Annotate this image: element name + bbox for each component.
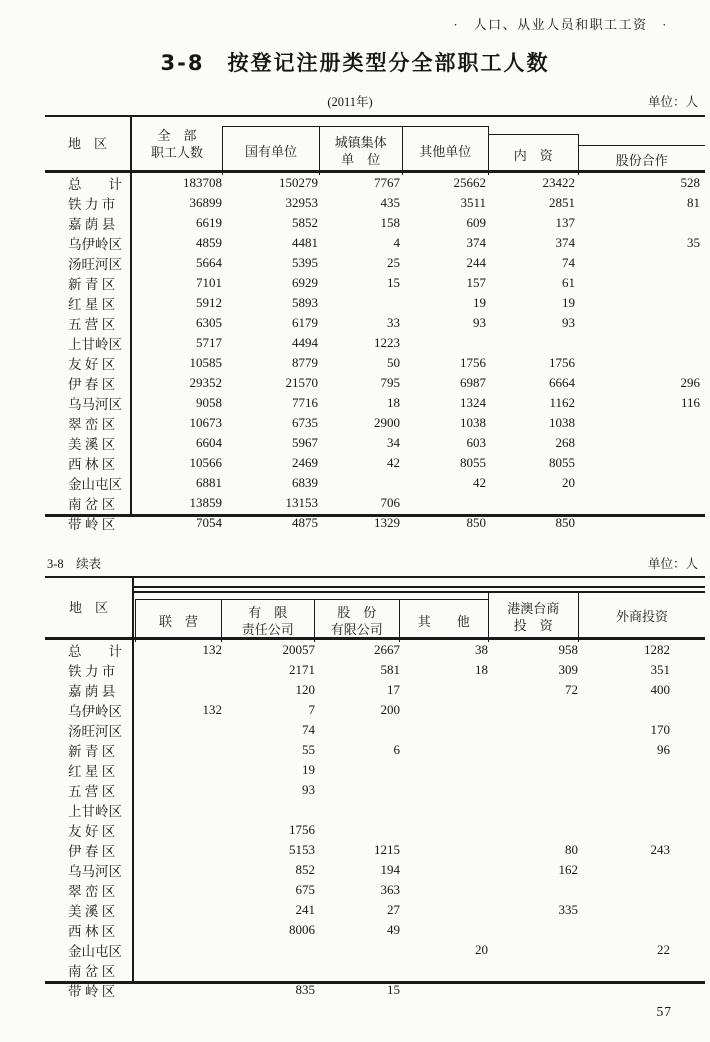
value-cell-urban-collective: 18	[387, 395, 400, 410]
region-cell: 美 溪 区	[68, 904, 116, 919]
value-cell-domestic-funded: 137	[555, 215, 575, 230]
value-cell-hk-macao-taiwan: 309	[558, 662, 578, 677]
region-cell: 翠 峦 区	[68, 884, 116, 899]
value-cell-state-owned: 6839	[292, 475, 318, 490]
table-row	[45, 213, 705, 233]
table-row	[45, 640, 705, 660]
table-row	[45, 193, 705, 213]
value-cell-domestic-funded: 19	[562, 295, 575, 310]
value-cell-hk-macao-taiwan: 72	[565, 682, 578, 697]
value-cell-state-owned: 150279	[279, 175, 318, 190]
table-row	[45, 660, 705, 680]
value-cell-domestic-funded: 6664	[549, 375, 575, 390]
value-cell-urban-collective: 50	[387, 355, 400, 370]
value-cell-foreign-invested: 96	[657, 742, 670, 757]
value-cell-foreign-invested: 22	[657, 942, 670, 957]
value-cell-state-owned: 5967	[292, 435, 318, 450]
region-cell: 红 星 区	[68, 764, 116, 779]
region-cell: 嘉 荫 县	[68, 217, 116, 232]
value-cell-domestic-funded: 74	[562, 255, 575, 270]
value-cell-other-units: 8055	[460, 455, 486, 470]
region-cell: 总 计	[68, 644, 122, 659]
region-cell: 新 青 区	[68, 744, 116, 759]
region-cell: 带 岭 区	[68, 517, 116, 532]
value-cell-state-owned: 7716	[292, 395, 318, 410]
column-header-other-units: 其他单位	[402, 126, 490, 175]
table-row	[45, 173, 705, 193]
region-cell: 嘉 荫 县	[68, 684, 116, 699]
table-row	[45, 820, 705, 840]
value-cell-limited-liability: 675	[295, 882, 315, 897]
value-cell-limited-liability: 5153	[289, 842, 315, 857]
value-cell-foreign-invested: 351	[650, 662, 670, 677]
value-cell-total: 6881	[196, 475, 222, 490]
table-row	[45, 920, 705, 940]
value-cell-limited-liability: 7	[308, 702, 315, 717]
column-header-urban-collective: 城镇集体 单 位	[319, 126, 404, 175]
table1-rows	[45, 173, 705, 532]
year-note: (2011年)	[327, 95, 373, 109]
column-header-share-cooperative: 股份合作	[578, 145, 706, 175]
value-cell-limited-liability: 55	[302, 742, 315, 757]
table-row	[45, 353, 705, 373]
table2-header	[45, 576, 705, 640]
value-cell-other-units: 157	[466, 275, 486, 290]
value-cell-other-units: 19	[473, 295, 486, 310]
value-cell-domestic-funded: 20	[562, 475, 575, 490]
value-cell-urban-collective: 4	[393, 235, 400, 250]
column-header-joint-operation: 联 营	[135, 599, 222, 642]
region-cell: 友 好 区	[68, 824, 116, 839]
value-cell-urban-collective: 1223	[374, 335, 400, 350]
region-cell: 乌伊岭区	[68, 237, 122, 252]
table-row	[45, 433, 705, 453]
value-cell-state-owned: 13153	[285, 495, 318, 510]
region-cell: 铁 力 市	[68, 197, 116, 212]
chapter-header: · 人口、从业人员和职工工资 ·	[453, 17, 668, 32]
value-cell-urban-collective: 33	[387, 315, 400, 330]
value-cell-domestic-funded: 1756	[549, 355, 575, 370]
value-cell-urban-collective: 7767	[374, 175, 400, 190]
region-cell: 伊 春 区	[68, 377, 116, 392]
unit-note-continued: 单位：人	[647, 557, 698, 571]
region-cell: 红 星 区	[68, 297, 116, 312]
table-row	[45, 700, 705, 720]
table-row	[45, 980, 705, 1000]
value-cell-other-units: 93	[473, 315, 486, 330]
region-cell: 汤旺河区	[68, 724, 122, 739]
column-header-foreign-invested: 外商投资	[615, 609, 668, 624]
table1-body	[45, 173, 705, 532]
region-cell: 上甘岭区	[68, 337, 122, 352]
table-row	[45, 513, 705, 533]
region-cell: 乌伊岭区	[68, 704, 122, 719]
value-cell-state-owned: 4875	[292, 515, 318, 530]
table1-header	[45, 115, 705, 173]
value-cell-limited-liability: 19	[302, 762, 315, 777]
value-cell-total: 29352	[189, 375, 222, 390]
value-cell-limited-liability: 241	[295, 902, 315, 917]
value-cell-foreign-invested: 400	[650, 682, 670, 697]
value-cell-other-units: 1756	[460, 355, 486, 370]
value-cell-state-owned: 6179	[292, 315, 318, 330]
value-cell-other-units: 3511	[460, 195, 486, 210]
value-cell-domestic-funded: 850	[555, 515, 575, 530]
value-cell-state-owned: 6735	[292, 415, 318, 430]
value-cell-urban-collective: 25	[387, 255, 400, 270]
region-cell: 南 岔 区	[68, 497, 116, 512]
table-row	[45, 373, 705, 393]
value-cell-total: 6619	[196, 215, 222, 230]
column-header-shareholding: 股 份 有限公司	[314, 599, 401, 642]
table-row	[45, 720, 705, 740]
value-cell-state-owned: 4494	[292, 335, 318, 350]
value-cell-other-units: 244	[466, 255, 486, 270]
value-cell-urban-collective: 34	[387, 435, 400, 450]
value-cell-total: 6305	[196, 315, 222, 330]
value-cell-other-units: 25662	[453, 175, 486, 190]
value-cell-total: 10585	[189, 355, 222, 370]
value-cell-other-units: 42	[473, 475, 486, 490]
value-cell-others: 18	[475, 662, 488, 677]
column-header-domestic-funded: 内 资	[488, 134, 580, 175]
value-cell-limited-liability: 74	[302, 722, 315, 737]
value-cell-share-cooperative: 81	[687, 195, 700, 210]
value-cell-total: 6604	[196, 435, 222, 450]
table-row	[45, 273, 705, 293]
value-cell-total: 7101	[196, 275, 222, 290]
table-row	[45, 740, 705, 760]
region-cell: 南 岔 区	[68, 964, 116, 979]
page-title: 3-8 按登记注册类型分全部职工人数	[160, 51, 550, 75]
column-header-limited-liability: 有 限 责任公司	[221, 599, 316, 642]
region-cell: 五 营 区	[68, 784, 116, 799]
value-cell-hk-macao-taiwan: 335	[558, 902, 578, 917]
value-cell-domestic-funded: 93	[562, 315, 575, 330]
value-cell-urban-collective: 42	[387, 455, 400, 470]
table-row	[45, 960, 705, 980]
value-cell-total: 5664	[196, 255, 222, 270]
value-cell-domestic-funded: 61	[562, 275, 575, 290]
value-cell-other-units: 1038	[460, 415, 486, 430]
value-cell-shareholding: 581	[380, 662, 400, 677]
table-row	[45, 453, 705, 473]
value-cell-domestic-funded: 2851	[549, 195, 575, 210]
column-header-state-owned: 国有单位	[222, 126, 320, 175]
value-cell-state-owned: 32953	[285, 195, 318, 210]
value-cell-total: 5717	[196, 335, 222, 350]
value-cell-total: 7054	[196, 515, 222, 530]
value-cell-others: 38	[475, 642, 488, 657]
value-cell-shareholding: 17	[387, 682, 400, 697]
value-cell-domestic-funded: 268	[555, 435, 575, 450]
region-cell: 美 溪 区	[68, 437, 116, 452]
value-cell-limited-liability: 852	[295, 862, 315, 877]
table-row	[45, 333, 705, 353]
value-cell-other-units: 850	[466, 515, 486, 530]
region-cell: 翠 峦 区	[68, 417, 116, 432]
value-cell-domestic-funded: 8055	[549, 455, 575, 470]
value-cell-other-units: 6987	[460, 375, 486, 390]
value-cell-state-owned: 2469	[292, 455, 318, 470]
value-cell-other-units: 609	[466, 215, 486, 230]
value-cell-limited-liability: 120	[295, 682, 315, 697]
value-cell-shareholding: 194	[380, 862, 400, 877]
table-row	[45, 840, 705, 860]
table-row	[45, 493, 705, 513]
table-row	[45, 680, 705, 700]
value-cell-hk-macao-taiwan: 80	[565, 842, 578, 857]
region-cell: 友 好 区	[68, 357, 116, 372]
value-cell-shareholding: 1215	[374, 842, 400, 857]
value-cell-state-owned: 21570	[285, 375, 318, 390]
value-cell-foreign-invested: 243	[650, 842, 670, 857]
value-cell-state-owned: 8779	[292, 355, 318, 370]
value-cell-state-owned: 5893	[292, 295, 318, 310]
value-cell-limited-liability: 1756	[289, 822, 315, 837]
value-cell-urban-collective: 158	[380, 215, 400, 230]
table-row	[45, 233, 705, 253]
value-cell-limited-liability: 93	[302, 782, 315, 797]
region-cell: 新 青 区	[68, 277, 116, 292]
value-cell-foreign-invested: 1282	[644, 642, 670, 657]
value-cell-state-owned: 6929	[292, 275, 318, 290]
value-cell-urban-collective: 1329	[374, 515, 400, 530]
value-cell-state-owned: 5852	[292, 215, 318, 230]
value-cell-shareholding: 363	[380, 882, 400, 897]
region-cell: 伊 春 区	[68, 844, 116, 859]
value-cell-total: 13859	[189, 495, 222, 510]
value-cell-urban-collective: 2900	[374, 415, 400, 430]
value-cell-shareholding: 15	[387, 982, 400, 997]
value-cell-urban-collective: 706	[380, 495, 400, 510]
value-cell-domestic-funded: 1038	[549, 415, 575, 430]
value-cell-urban-collective: 15	[387, 275, 400, 290]
table-row	[45, 800, 705, 820]
value-cell-urban-collective: 795	[380, 375, 400, 390]
value-cell-joint-operation: 132	[202, 702, 222, 717]
table-row	[45, 473, 705, 493]
table-row	[45, 880, 705, 900]
table-row	[45, 780, 705, 800]
value-cell-domestic-funded: 23422	[542, 175, 575, 190]
region-cell: 五 营 区	[68, 317, 116, 332]
value-cell-total: 36899	[189, 195, 222, 210]
column-header-region: 地 区	[68, 600, 108, 615]
table-row	[45, 760, 705, 780]
table-row	[45, 413, 705, 433]
page-number: 57	[656, 1004, 672, 1019]
unit-note: 单位：人	[647, 95, 698, 109]
value-cell-other-units: 374	[466, 235, 486, 250]
value-cell-limited-liability: 8006	[289, 922, 315, 937]
region-cell: 上甘岭区	[68, 804, 122, 819]
value-cell-total: 5912	[196, 295, 222, 310]
value-cell-shareholding: 49	[387, 922, 400, 937]
value-cell-shareholding: 27	[387, 902, 400, 917]
value-cell-state-owned: 5395	[292, 255, 318, 270]
value-cell-limited-liability: 20057	[282, 642, 315, 657]
table2-rows	[45, 640, 705, 999]
column-header-others: 其 他	[399, 599, 490, 642]
value-cell-state-owned: 4481	[292, 235, 318, 250]
region-cell: 乌马河区	[68, 397, 122, 412]
value-cell-other-units: 603	[466, 435, 486, 450]
region-cell: 金山屯区	[68, 944, 122, 959]
value-cell-total: 10566	[189, 455, 222, 470]
group-band-line	[132, 586, 705, 588]
value-cell-other-units: 1324	[460, 395, 486, 410]
value-cell-shareholding: 2667	[374, 642, 400, 657]
value-cell-domestic-funded: 374	[555, 235, 575, 250]
region-cell: 西 林 区	[68, 924, 116, 939]
value-cell-share-cooperative: 35	[687, 235, 700, 250]
value-cell-hk-macao-taiwan: 162	[558, 862, 578, 877]
value-cell-others: 20	[475, 942, 488, 957]
value-cell-hk-macao-taiwan: 958	[558, 642, 578, 657]
value-cell-share-cooperative: 528	[680, 175, 700, 190]
table-row	[45, 900, 705, 920]
value-cell-share-cooperative: 296	[680, 375, 700, 390]
column-header-hk-macao-taiwan: 港澳台商 投 资	[488, 591, 580, 642]
value-cell-limited-liability: 835	[295, 982, 315, 997]
region-cell: 总 计	[68, 177, 122, 192]
value-cell-total: 4859	[196, 235, 222, 250]
table2-body	[45, 640, 705, 999]
value-cell-domestic-funded: 1162	[549, 395, 575, 410]
region-cell: 带 岭 区	[68, 984, 116, 999]
value-cell-share-cooperative: 116	[680, 395, 700, 410]
continued-table-label: 3-8 续表	[47, 557, 102, 571]
region-cell: 金山屯区	[68, 477, 122, 492]
table-row	[45, 313, 705, 333]
table-row	[45, 293, 705, 313]
value-cell-shareholding: 6	[393, 742, 400, 757]
value-cell-joint-operation: 132	[202, 642, 222, 657]
value-cell-urban-collective: 435	[380, 195, 400, 210]
value-cell-shareholding: 200	[380, 702, 400, 717]
region-cell: 西 林 区	[68, 457, 116, 472]
column-header-total-staff: 全 部 职工人数	[150, 127, 203, 160]
table-row	[45, 860, 705, 880]
value-cell-total: 9058	[196, 395, 222, 410]
value-cell-foreign-invested: 170	[650, 722, 670, 737]
table-row	[45, 940, 705, 960]
region-cell: 铁 力 市	[68, 664, 116, 679]
table-row	[45, 253, 705, 273]
table-row	[45, 393, 705, 413]
column-header-region: 地 区	[67, 136, 107, 151]
value-cell-limited-liability: 2171	[289, 662, 315, 677]
region-cell: 汤旺河区	[68, 257, 122, 272]
value-cell-total: 183708	[183, 175, 222, 190]
value-cell-total: 10673	[189, 415, 222, 430]
region-cell: 乌马河区	[68, 864, 122, 879]
